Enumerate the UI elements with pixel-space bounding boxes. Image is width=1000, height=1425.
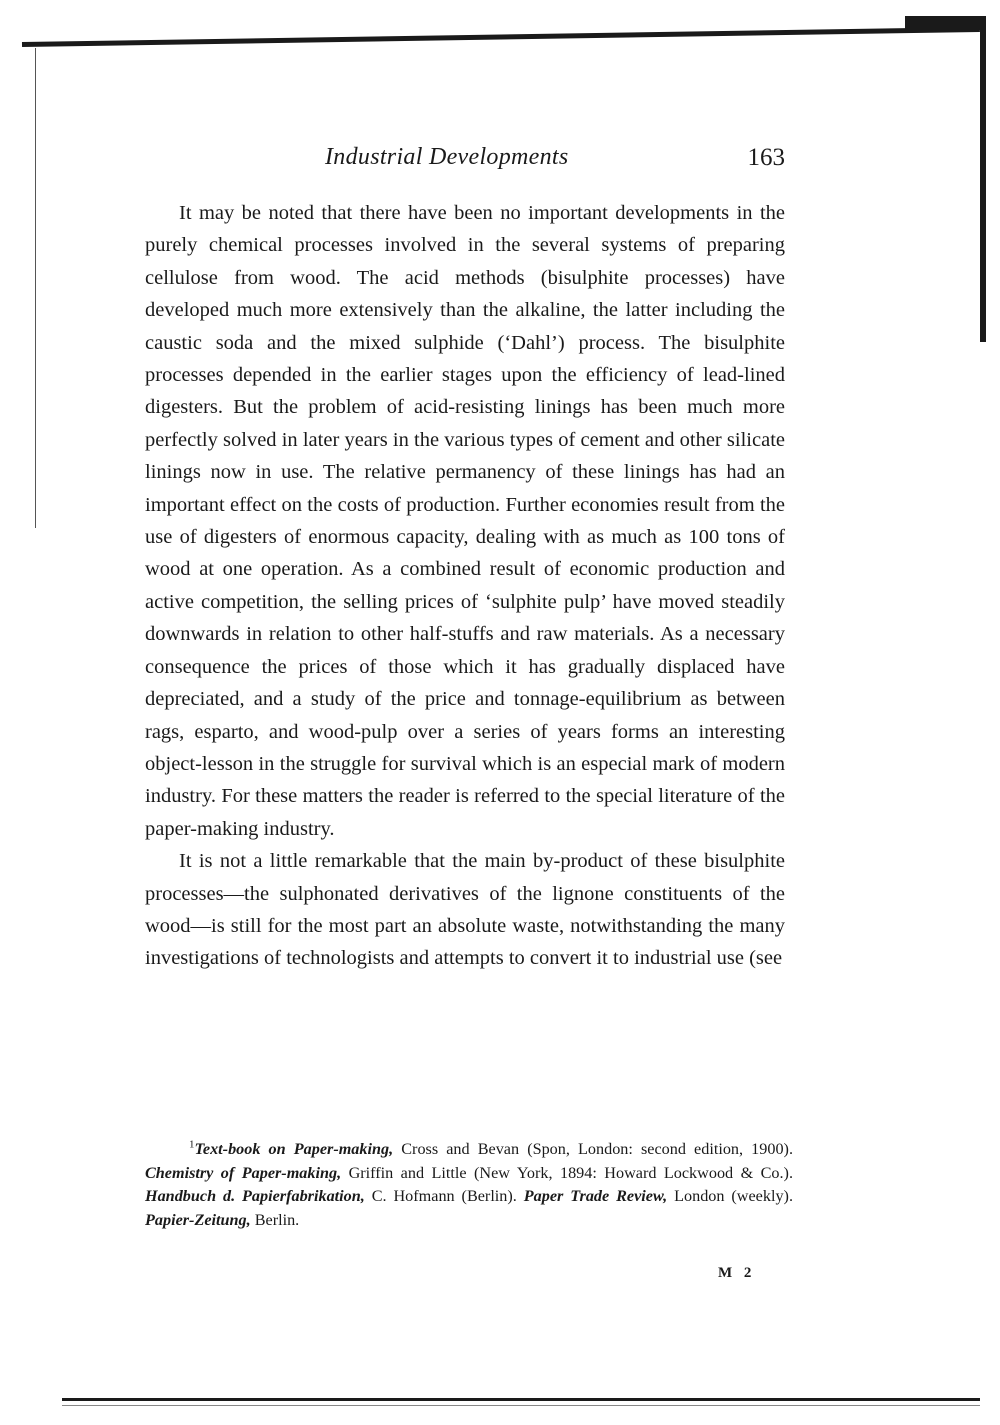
footnote-text: Griffin and Little (New York, 1894: Howard Lockwood & Co.). [341, 1163, 793, 1182]
page-number: 163 [747, 144, 785, 171]
top-border-rule [22, 27, 980, 47]
right-border-rule [980, 16, 986, 342]
footnote-text: Cross and Bevan (Spon, London: second edition, 1900). [393, 1140, 793, 1158]
footnote [145, 1138, 793, 1232]
footnote-text: C. Hofmann (Berlin). [364, 1187, 524, 1205]
running-head: Industrial Developments [325, 144, 569, 170]
signature-mark: M 2 [718, 1265, 756, 1281]
left-border-rule [35, 48, 36, 528]
footnote-title: Text-book on Paper-making, [194, 1140, 394, 1158]
footnote-text: Berlin. [250, 1210, 300, 1229]
footnote-body [145, 1140, 793, 1229]
top-right-border-block [905, 16, 980, 30]
bottom-border-rule [62, 1398, 980, 1401]
footnote-marker: 1 [189, 1138, 195, 1151]
body-text [145, 197, 785, 975]
footnote-text: London (weekly). [667, 1187, 793, 1205]
bottom-border-thin-rule [62, 1405, 980, 1406]
footnote-title: Paper Trade Review, [523, 1187, 668, 1205]
footnote-title: Handbuch d. Papierfabrikation, [145, 1187, 365, 1205]
footnote-title: Papier-Zeitung, [145, 1210, 251, 1229]
page-header [145, 140, 785, 180]
paragraph-2: It is not a little remarkable that the main by-product of these bisulphite processes—the sulphonated derivatives of the lignone constituents of the wood—is still for the most part an absolute waste, notwithstanding the many investigations of technologists and attempts to convert it to industrial use (see [145, 850, 785, 970]
footnote-title: Chemistry of Paper-making, [145, 1163, 342, 1182]
paragraph-1: It may be noted that there have been no important developments in the purely chemical processes involved in the several systems of preparing cellulose from wood. The acid methods (bisulphite processes) have developed much more extensively than the alkaline, the latter including the caustic soda and the mixed sulphide (‘Dahl’) process. The bisulphite processes depended in the earlier stages upon the efficiency of lead-lined digesters. But the problem of acid-resisting linings has been much more perfectly solved in later years in the various types of cement and other silicate linings now in use. The relative permanency of these linings has had an important effect on the costs of production. Further economies result from the use of digesters of enormous capacity, dealing with as much as 100 tons of wood at one operation. As a combined result of economic production and active competition, the selling prices of ‘sulphite pulp’ have moved steadily downwards in relation to other half-stuffs and raw materials. As a necessary consequence the prices of those which it has gradually displaced have depreciated, and a study of the price and tonnage-equilibrium as between rags, esparto, and wood-pulp over a series of years forms an interesting object-lesson in the struggle for survival which is an especial mark of modern industry. For these matters the reader is referred to the special literature of the paper-making industry. [145, 202, 785, 840]
